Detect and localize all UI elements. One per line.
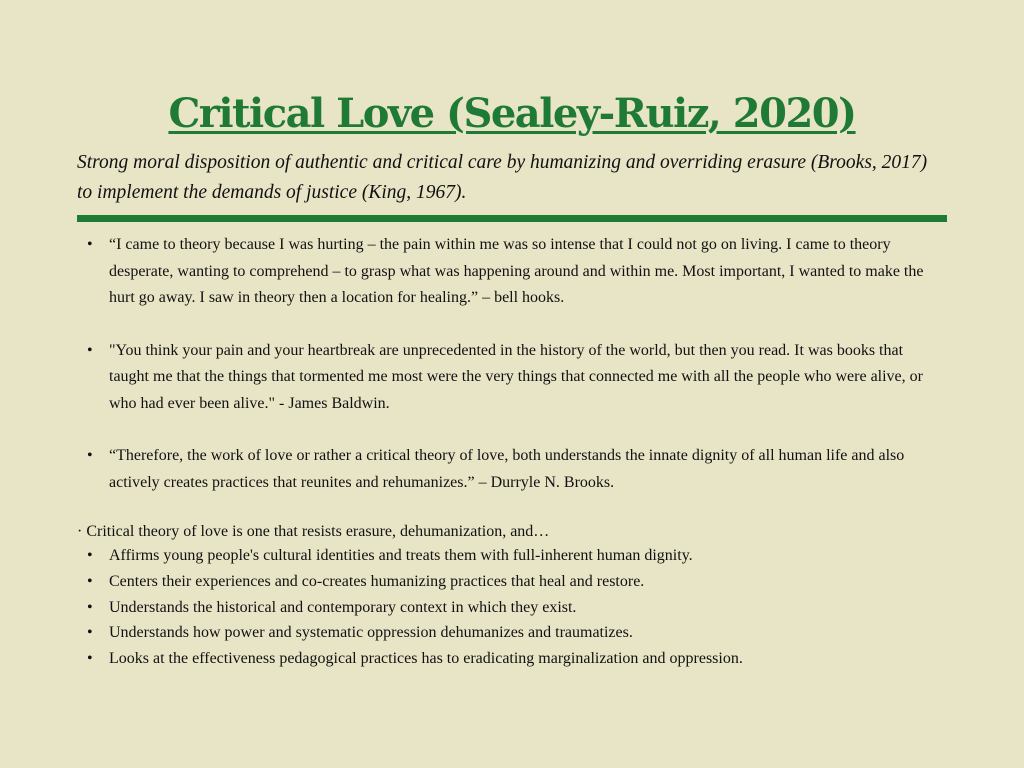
bullet-icon: • [87, 624, 93, 642]
divider-rule [77, 215, 947, 222]
bullet-icon: • [87, 341, 93, 359]
bullet-icon: • [87, 598, 93, 616]
quote-text: “Therefore, the work of love or rather a critical theory of love, both understands the innate dignity of all human life and also actively creates practices that reunites and rehumanizes.” – Durryle N. Brooks. [109, 447, 905, 491]
quote-item [87, 338, 947, 418]
quote-item [87, 232, 947, 312]
theory-points-list [87, 543, 947, 672]
list-item [87, 543, 947, 569]
slide-subtitle: Strong moral disposition of authentic and critical care by humanizing and overriding erasure (Brooks, 2017) to implement the demands of justice (King, 1967). [77, 152, 928, 203]
bullet-icon: • [87, 236, 93, 253]
bullet-icon: • [87, 650, 93, 668]
quote-list [87, 232, 947, 522]
point-text: Affirms young people's cultural identities and treats them with full-inherent human dignity. [109, 547, 693, 564]
point-text: Understands the historical and contemporary context in which they exist. [109, 598, 577, 616]
list-item [87, 595, 947, 621]
point-text: Centers their experiences and co-creates humanizing practices that heal and restore. [109, 572, 645, 590]
point-text: Looks at the effectiveness pedagogical practices has to eradicating marginalization and oppression. [109, 650, 743, 668]
list-item [87, 569, 947, 595]
quote-item [87, 443, 947, 496]
slide-title: Critical Love (Sealey-Ruiz, 2020) [168, 90, 856, 137]
bullet-icon: • [87, 547, 93, 564]
bullet-icon: • [87, 572, 93, 590]
theory-lead-text: · Critical theory of love is one that resists erasure, dehumanization, and… [77, 523, 550, 540]
point-text: Understands how power and systematic oppression dehumanizes and traumatizes. [109, 624, 633, 642]
quote-text: “I came to theory because I was hurting – the pain within me was so intense that I could not go on living. I came to theory desperate, wanting to comprehend – to grasp what was happening around and within me. Most important, I wanted to make the hurt go away. I saw in theory then a location for healing.” – bell hooks. [109, 236, 924, 306]
list-item [87, 646, 947, 672]
list-item [87, 620, 947, 646]
quote-text: "You think your pain and your heartbreak are unprecedented in the history of the world, but then you read. It was books that taught me that the things that tormented me most were the very things that connected me with all the people who were alive, or who had ever been alive." - James Baldwin. [109, 341, 923, 412]
bullet-icon: • [87, 447, 93, 464]
